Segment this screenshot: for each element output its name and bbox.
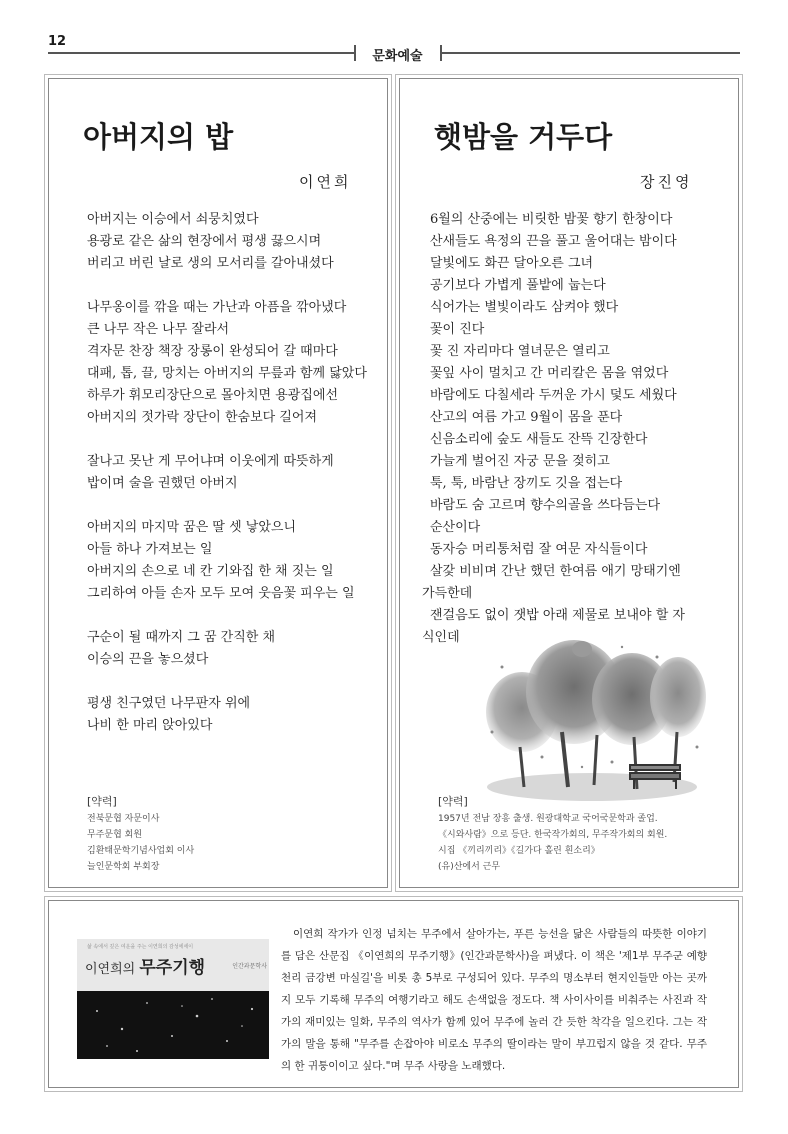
poem-line: 용광로 같은 삶의 현장에서 평생 끓으시며 (87, 234, 322, 249)
header-rule-left (48, 52, 354, 54)
poem-line: 아버지의 손으로 네 칸 기와집 한 채 짓는 일 (87, 564, 334, 579)
book-cover-publisher: 인간과문학사 (232, 963, 267, 970)
left-poem-body (87, 209, 383, 737)
right-poem-title: 햇밤을 거두다 (434, 120, 613, 154)
poem-line: 식인데 (422, 630, 460, 645)
tree-canopy-far-right (650, 657, 706, 737)
book-box (48, 900, 739, 1088)
left-poem-author: 이연희 (299, 173, 352, 191)
poem-line: 산새들도 욕정의 끈을 풀고 울어대는 밤이다 (430, 234, 677, 249)
poem-line: 잘나고 못난 게 무어냐며 이웃에게 따뜻하게 (87, 454, 334, 469)
poem-line: 아버지는 이승에서 쇠뭉치였다 (87, 212, 259, 227)
bio-line: 늘인문학회 부회장 (87, 862, 160, 872)
book-cover-subtitle: 삶 속에서 깊은 여운을 주는 이연희의 감성에세이 (87, 944, 194, 950)
bio-line: 1957년 전남 장흥 출생. 원광대학교 국어국문학과 졸업. (438, 814, 658, 824)
bio-line: 김환태문학기념사업회 이사 (87, 846, 195, 856)
poem-line: 나비 한 마리 앉아있다 (87, 718, 213, 733)
book-description: 이연희 작가가 인정 넘치는 무주에서 살아가는, 푸른 능선을 닮은 사람들의 따뜻한 이야기를 담은 산문집 《이연희의 무주기행》(인간과문학사)을 펴냈다. 이 책은 '제1부 무주군 예향천리 금강변 마실길'을 비롯 총 5부로 구성되어 있다. 무주의 명소부터 현지인들만 아는 곳까지 모두 기록해 무주의 여행기라고 해도 손색없을 정도다. 책 사이사이를 비춰주는 사진과 작가의 재미있는 일화, 무주의 역사가 함께 있어 무주에 놀러 간 듯한 착각을 일으킨다. 그는 작가의 말을 통해 "무주를 손잡아야 비로소 무주의 딸이라는 말이 부끄럽지 않을 것 같다. 무주의 한 귀퉁이이고 싶다."며 무주 사랑을 노래했다. (281, 928, 707, 1072)
book-cover-title (85, 953, 205, 978)
poem-line: 큰 나무 작은 나무 잘라서 (87, 322, 230, 337)
right-poem-body (422, 209, 730, 649)
tree-top-tuft (572, 641, 592, 657)
book-cover-author: 이연희의 (85, 962, 136, 977)
poem-line: 이승의 끈을 놓으셨다 (87, 652, 209, 667)
poem-line: 6월의 산중에는 비릿한 밤꽃 향기 한창이다 (430, 212, 673, 227)
stanza-gap (87, 495, 383, 517)
poem-line: 신음소리에 숲도 새들도 잔뜩 긴장한다 (430, 432, 648, 447)
poem-line: 가늘게 벌어진 자궁 문을 젖히고 (430, 454, 610, 469)
poem-line: 대패, 톱, 끌, 망치는 아버지의 무릎과 함께 닳았다 (87, 366, 367, 381)
poem-line: 툭, 툭, 바람난 장끼도 깃을 접는다 (430, 476, 623, 491)
bio-line: (유)산에서 근무 (438, 862, 501, 872)
poem-line: 구순이 될 때까지 그 꿈 간직한 채 (87, 630, 276, 645)
poem-line: 공기보다 가볍게 풀밭에 눕는다 (430, 278, 606, 293)
poem-line: 아버지의 젓가락 장단이 한숨보다 길어져 (87, 410, 318, 425)
left-bio-heading: [약력] (87, 795, 117, 808)
bio-line: 무주문협 회원 (87, 830, 143, 840)
poem-line: 꽃 진 자리마다 열녀문은 열리고 (430, 344, 610, 359)
left-poem-box (48, 78, 388, 888)
poem-line: 아들 하나 가져보는 일 (87, 542, 213, 557)
section-title: 문화예술 (372, 49, 423, 64)
poem-line: 버리고 버린 날로 생의 모서리를 갈아내셨다 (87, 256, 334, 271)
poem-line: 식어가는 별빛이라도 삼켜야 했다 (430, 300, 619, 315)
book-cover-petals (77, 991, 269, 1059)
poem-line: 꽃이 진다 (430, 322, 485, 337)
poem-line: 산고의 여름 가고 9월이 몸을 푼다 (430, 410, 623, 425)
bio-line: 전북문협 자문이사 (87, 814, 160, 824)
header-rule-right (442, 52, 740, 54)
poem-line: 달빛에도 화끈 달아오른 그녀 (430, 256, 594, 271)
poem-line: 바람도 숨 고르며 향수의골을 쓰다듬는다 (430, 498, 661, 513)
poem-line: 꽃잎 사이 멀치고 간 머리칼은 몸을 엮었다 (430, 366, 669, 381)
stanza-gap (87, 671, 383, 693)
bio-line: 시집 《끼리끼리》《길가다 홀린 흰소리》 (438, 846, 600, 856)
poem-line: 나무옹이를 깎을 때는 가난과 아픔을 깎아냈다 (87, 300, 347, 315)
book-cover (77, 939, 269, 1059)
right-bio (438, 811, 667, 875)
poem-line: 평생 친구였던 나무판자 위에 (87, 696, 251, 711)
right-poem-author: 장진영 (640, 173, 693, 191)
poem-line: 가득한데 (422, 586, 473, 601)
stanza-gap (87, 605, 383, 627)
poem-line: 그리하여 아들 손자 모두 모여 웃음꽃 피우는 일 (87, 586, 355, 601)
poem-line: 살갗 비비며 간난 했던 한여름 애기 망태기엔 (430, 564, 681, 579)
poem-line: 잰걸음도 없이 잿밥 아래 제물로 보내야 할 자 (430, 608, 685, 623)
poem-line: 격자문 찬장 책장 장롱이 완성되어 갈 때마다 (87, 344, 338, 359)
right-poem-box (399, 78, 739, 888)
trees-illustration (482, 637, 710, 805)
right-bio-heading: [약력] (438, 795, 468, 808)
poem-line: 바람에도 다칠세라 두꺼운 가시 덫도 세웠다 (430, 388, 677, 403)
left-poem-title: 아버지의 밥 (83, 120, 234, 154)
poem-line: 순산이다 (430, 520, 481, 535)
stanza-gap (87, 429, 383, 451)
page-number: 12 (48, 34, 67, 49)
book-cover-main-title: 무주기행 (139, 958, 206, 978)
poem-line: 아버지의 마지막 꿈은 딸 셋 낳았으니 (87, 520, 297, 535)
poem-line: 동자승 머리통처럼 잘 여문 자식들이다 (430, 542, 648, 557)
left-bio (87, 811, 194, 875)
poem-line: 하루가 휘모리장단으로 몰아치면 용광집에선 (87, 388, 338, 403)
poem-line: 밥이며 술을 권했던 아버지 (87, 476, 238, 491)
bio-line: 《시와사람》으로 등단. 한국작가회의, 무주작가회의 회원. (438, 830, 668, 840)
stanza-gap (87, 275, 383, 297)
